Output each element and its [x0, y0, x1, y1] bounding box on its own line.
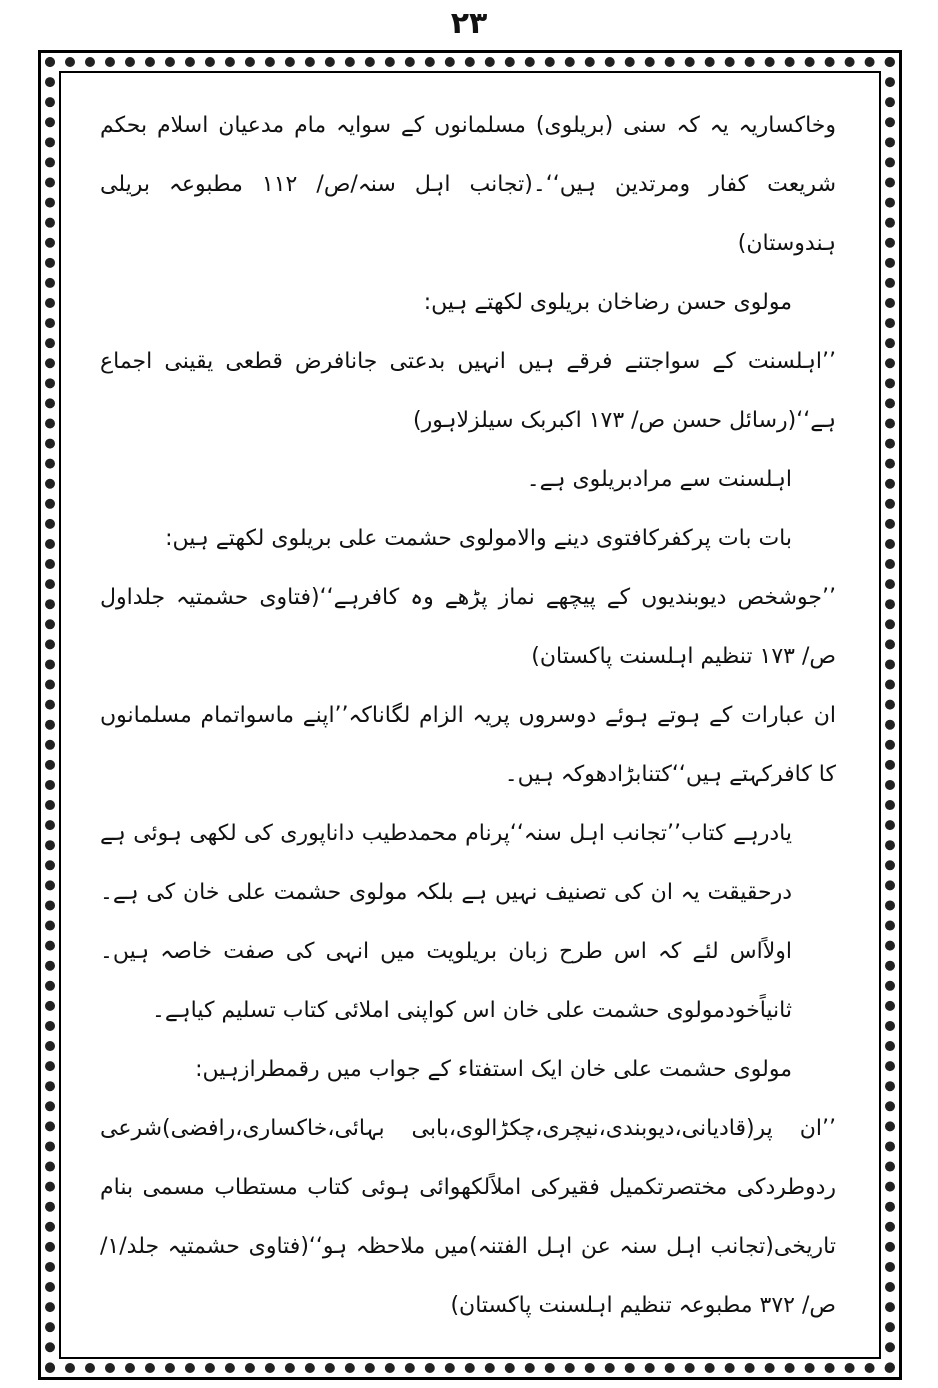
page-content: [100, 96, 836, 1335]
paragraph-6: ’’جوشخص دیوبندیوں کے پیچھے نماز پڑھے وہ کافرہے‘‘(فتاوی حشمتیہ جلداول ص/ ۱۷۳ تنظیم اہلسنت پاکستان): [100, 585, 836, 669]
paragraph-10: ’’ان پر(قادیانی،دیوبندی،نیچری،چکڑالوی،بابی بہائی،خاکساری،رافضی)شرعی ردوطردکی مختصرتکمیل فقیرکی املاًلکھوائی ہوئی کتاب مستطاب مسمی بنام تاریخی(تجانب اہل سنہ عن اہل الفتنہ)میں ملاحظہ ہو‘‘(فتاوی حشمتیہ جلد/۱/ص/ ۳۷۲ مطبوعہ تنظیم اہلسنت پاکستان): [100, 1116, 836, 1318]
paragraph-5: بات بات پرکفرکافتوی دینے والامولوی حشمت علی بریلوی لکھتے ہیں:: [165, 526, 792, 551]
paragraph-1: وخاکساریہ یہ کہ سنی (بریلوی) مسلمانوں کے سوایہ مام مدعیان اسلام بحکم شریعت کفار ومرتدین ہیں‘‘۔(تجانب اہل سنہ/ص/ ۱۱۲ مطبوعہ بریلی ہندوستان): [100, 113, 836, 256]
paragraph-7: ان عبارات کے ہوتے ہوئے دوسروں پریہ الزام لگاناکہ’’اپنے ماسواتمام مسلمانوں کا کافرکہتے ہیں‘‘کتنابڑادھوکہ ہیں۔: [100, 703, 836, 787]
paragraph-8: یادرہے کتاب’’تجانب اہل سنہ‘‘پرنام محمدطیب داناپوری کی لکھی ہوئی ہے درحقیقت یہ ان کی تصنیف نہیں ہے بلکہ مولوی حشمت علی خان کی ہے۔اولاًاس لئے کہ اس طرح زبان بریلویت میں انہی کی صفت خاصہ ہیں۔ثانیاًخودمولوی حشمت علی خان اس کواپنی املائی کتاب تسلیم کیاہے۔: [100, 821, 792, 1023]
paragraph-2: مولوی حسن رضاخان بریلوی لکھتے ہیں:: [423, 290, 792, 315]
paragraph-4: اہلسنت سے مرادبریلوی ہے۔: [526, 467, 792, 492]
paragraph-3: ’’اہلسنت کے سواجتنے فرقے ہیں انہیں بدعتی جانافرض قطعی یقینی اجماع ہے‘‘(رسائل حسن ص/ ۱۷۳ اکبربک سیلزلاہور): [100, 349, 836, 433]
paragraph-9: مولوی حشمت علی خان ایک استفتاء کے جواب میں رقمطرازہیں:: [195, 1057, 792, 1082]
page-number: ۲۳: [450, 6, 488, 41]
